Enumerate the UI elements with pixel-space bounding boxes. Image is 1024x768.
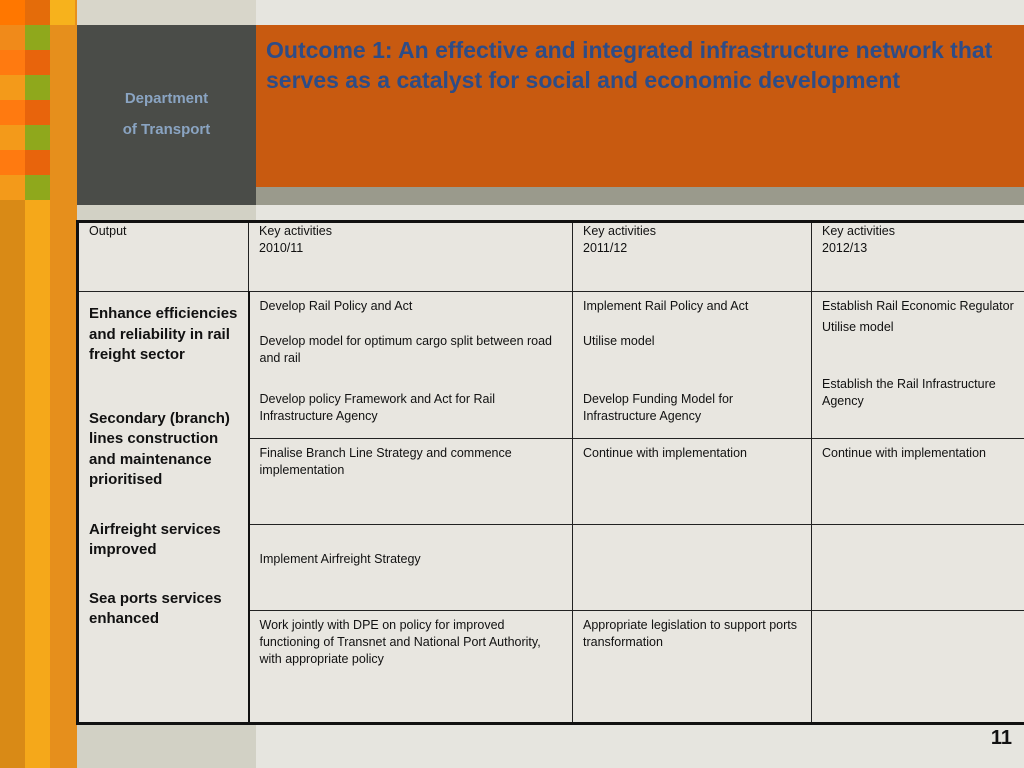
activity-text: Work jointly with DPE on policy for improved functioning of Transnet and National Port Authority, with appropriate policy bbox=[259, 618, 541, 666]
output-item: Sea ports services enhanced bbox=[89, 589, 222, 627]
title-underline-bar bbox=[256, 187, 1024, 205]
cell-row1-y2 bbox=[573, 292, 812, 439]
cell-row4-y1 bbox=[249, 611, 573, 724]
page-title: Outcome 1: An effective and integrated infrastructure network that serves as a catalyst for social and economic development bbox=[266, 37, 993, 93]
activities-table bbox=[76, 220, 1024, 725]
checker-square bbox=[25, 0, 50, 25]
cell-row2-y2 bbox=[573, 439, 812, 525]
activity-text: Develop Funding Model for Infrastructure Agency bbox=[583, 392, 734, 423]
activity-text: Develop Rail Policy and Act bbox=[259, 299, 413, 313]
checker-square bbox=[25, 150, 50, 175]
checker-square bbox=[50, 0, 75, 25]
table-header-row bbox=[78, 222, 1024, 292]
cell-row2-y1 bbox=[249, 439, 573, 525]
header-output: Output bbox=[78, 222, 249, 292]
cell-row3-y3 bbox=[812, 525, 1024, 611]
activity-text: Continue with implementation bbox=[583, 446, 747, 460]
department-panel bbox=[77, 25, 256, 205]
activity-text: Finalise Branch Line Strategy and commence implementation bbox=[259, 446, 512, 477]
checker-square bbox=[25, 175, 50, 200]
activity-text: Appropriate legislation to support ports transformation bbox=[583, 618, 798, 649]
activity-text: Develop model for optimum cargo split between road and rail bbox=[259, 334, 553, 365]
checker-square bbox=[0, 75, 25, 100]
cell-row2-y3 bbox=[812, 439, 1024, 525]
checker-square bbox=[0, 25, 25, 50]
output-item: Airfreight services improved bbox=[89, 520, 221, 558]
activity-text: Utilise model bbox=[583, 334, 655, 348]
header-year-3: Key activities 2012/13 bbox=[812, 222, 1024, 292]
checker-square bbox=[25, 125, 50, 150]
checker-square bbox=[25, 25, 50, 50]
activity-text: Develop policy Framework and Act for Rail Infrastructure Agency bbox=[259, 392, 496, 423]
checker-square bbox=[0, 175, 25, 200]
cell-row3-y2 bbox=[573, 525, 812, 611]
checker-square bbox=[25, 75, 50, 100]
activity-text: Implement Rail Policy and Act bbox=[583, 299, 749, 313]
checker-square bbox=[0, 50, 25, 75]
activity-text: Utilise model bbox=[822, 320, 894, 334]
activity-text: Establish the Rail Infrastructure Agency bbox=[822, 377, 996, 408]
page-number: 11 bbox=[990, 727, 1012, 749]
department-line-1: Department bbox=[124, 90, 209, 107]
top-band bbox=[77, 0, 256, 25]
checker-square bbox=[0, 125, 25, 150]
cell-row4-y3 bbox=[812, 611, 1024, 724]
cell-row1-y3 bbox=[812, 292, 1024, 439]
checker-square bbox=[25, 50, 50, 75]
output-item: Secondary (branch) lines construction and maintenance prioritised bbox=[89, 409, 230, 488]
activity-text: Implement Airfreight Strategy bbox=[259, 552, 421, 566]
cell-row1-y1 bbox=[249, 292, 573, 439]
checker-square bbox=[0, 100, 25, 125]
table-row bbox=[78, 292, 1024, 439]
department-line-2: of Transport bbox=[122, 121, 211, 138]
cell-row4-y2 bbox=[573, 611, 812, 724]
header-year-2: Key activities 2011/12 bbox=[573, 222, 812, 292]
activity-text: Continue with implementation bbox=[822, 446, 986, 460]
output-item: Enhance efficiencies and reliability in rail freight sector bbox=[89, 305, 238, 363]
checker-square bbox=[25, 100, 50, 125]
left-stripe-3 bbox=[50, 0, 77, 768]
activity-text: Establish Rail Economic Regulator bbox=[822, 299, 1014, 313]
header-year-1: Key activities 2010/11 bbox=[249, 222, 573, 292]
title-bar bbox=[256, 25, 1024, 187]
checker-square bbox=[0, 150, 25, 175]
checker-square bbox=[0, 0, 25, 25]
output-column bbox=[78, 292, 249, 724]
cell-row3-y1 bbox=[249, 525, 573, 611]
